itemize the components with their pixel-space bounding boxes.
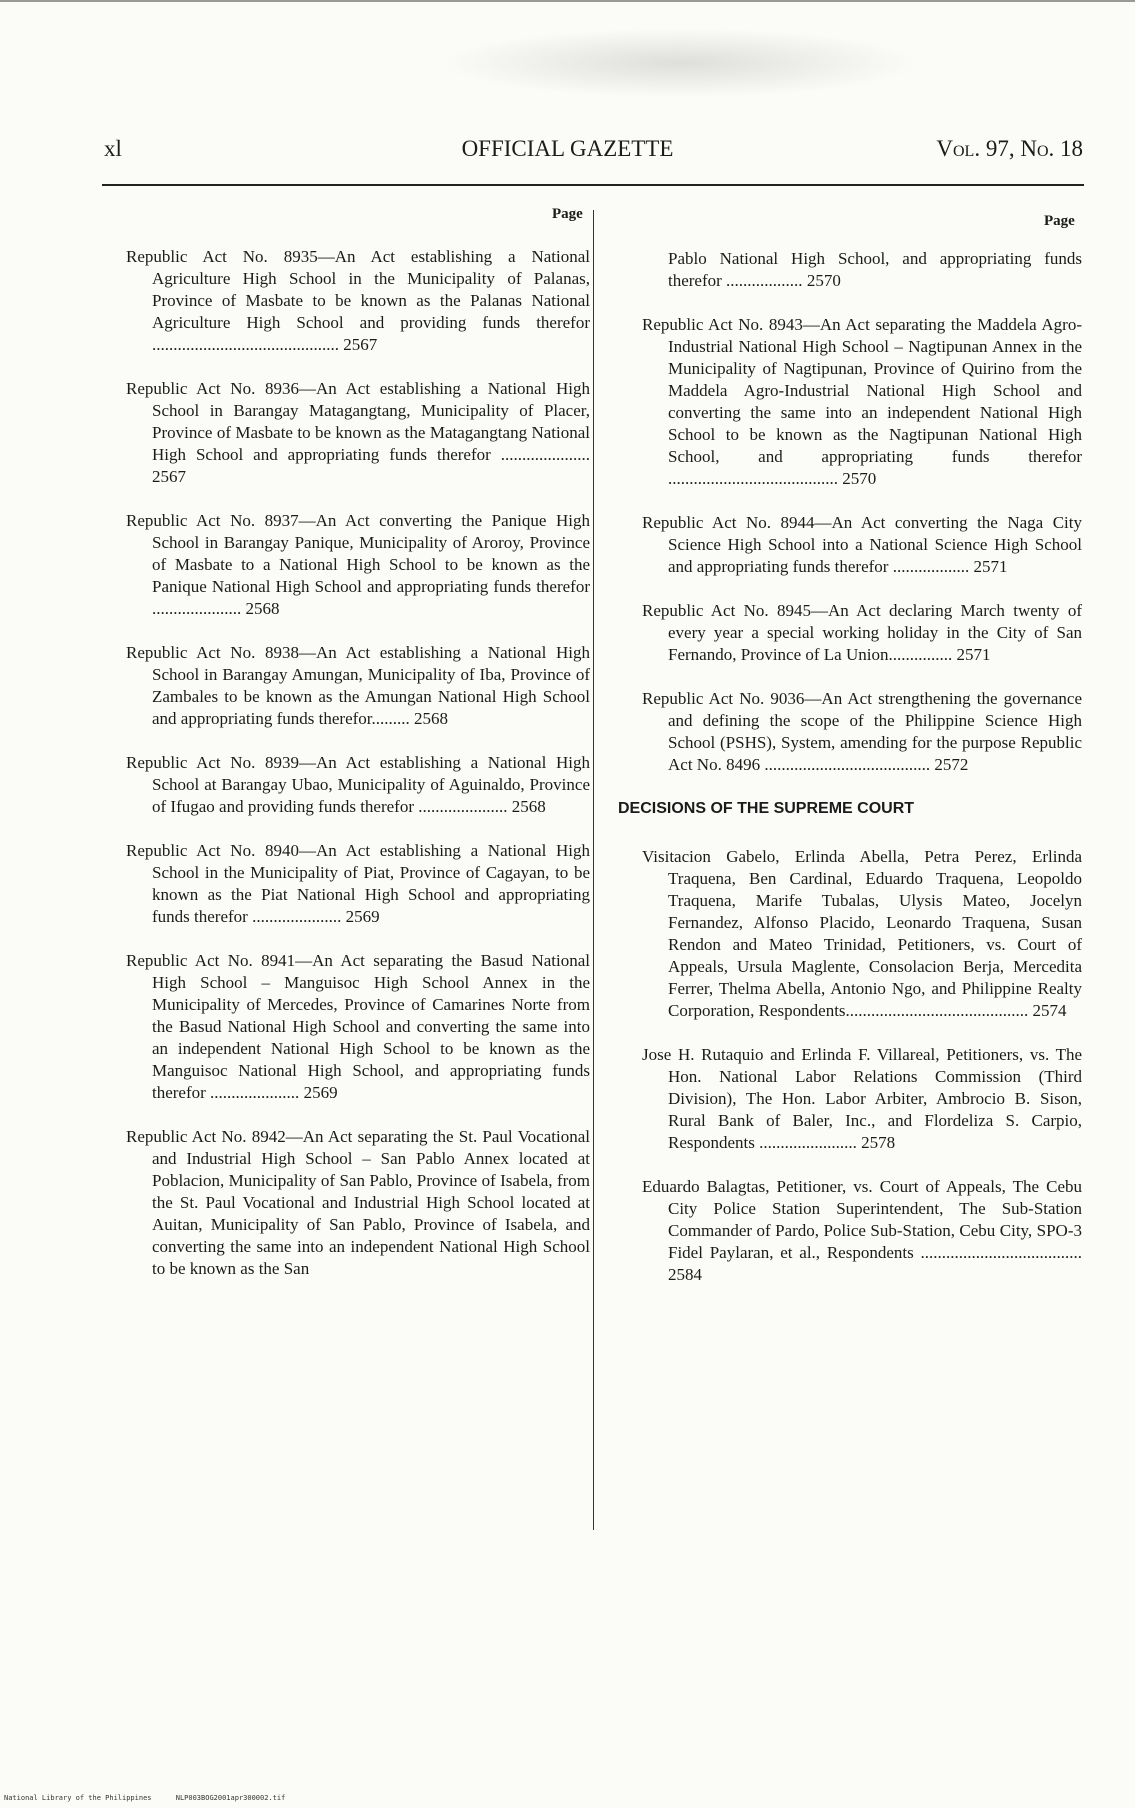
entry-page-number: 2571	[973, 557, 1008, 576]
entry-text: Republic Act No. 8939—An Act establishing a National High School at Barangay Ubao, Municipality of Aguinaldo, Province of Ifugao and providing funds therefor .....................	[126, 753, 590, 816]
page-column-label-left: Page	[552, 206, 583, 222]
entry-page-number: 2569	[345, 907, 380, 926]
page-number: xl	[104, 136, 122, 161]
toc-entry	[642, 248, 1082, 292]
entry-text: Republic Act No. 8944—An Act converting the Naga City Science High School into a National Science High School and appropriating funds therefor ..................	[642, 513, 1082, 576]
toc-entry	[642, 314, 1082, 490]
entry-text: Republic Act No. 8940—An Act establishing a National High School in the Municipality of Piat, Province of Cagayan, to be known as the Piat National High School and appropriating funds therefor .....................	[126, 841, 590, 926]
entry-page-number: 2578	[861, 1133, 896, 1152]
entry-page-number: 2567	[152, 467, 186, 486]
entry-text: Eduardo Balagtas, Petitioner, vs. Court of Appeals, The Cebu City Police Station Superintendent, The Sub-Station Commander of Pardo, Police Sub-Station, Cebu City, SPO-3 Fidel Paylaran, et al., Respondents ......................................	[642, 1177, 1082, 1262]
entry-text: Republic Act No. 9036—An Act strengthening the governance and defining the scope of the Philippine Science High School (PSHS), System, amending for the purpose Republic Act No. 8496 .......................................	[642, 689, 1082, 774]
library-credit: National Library of the Philippines	[4, 1794, 152, 1802]
entry-page-number: 2568	[245, 599, 280, 618]
entry-text: Republic Act No. 8935—An Act establishing a National Agriculture High School in the Municipality of Palanas, Province of Masbate to be known as the Palanas National Agriculture High School and providing funds therefor ............................................	[126, 247, 590, 354]
entry-page-number: 2570	[842, 469, 877, 488]
file-name: NLP003BOG2001apr300002.tif	[175, 1794, 286, 1802]
entry-text: Republic Act No. 8938—An Act establishing a National High School in Barangay Amungan, Municipality of Iba, Province of Zambales to be known as the Amungan National High School and appropriating funds therefor.........	[126, 643, 590, 728]
toc-entry	[642, 512, 1082, 578]
toc-entry	[642, 1044, 1082, 1154]
volume-issue: Vol. 97, No. 18	[936, 136, 1083, 161]
entry-text: Republic Act No. 8945—An Act declaring March twenty of every year a special working holiday in the City of San Fernando, Province of La Union...............	[642, 601, 1082, 664]
entry-text: Republic Act No. 8941—An Act separating the Basud National High School – Manguisoc High School Annex in the Municipality of Mercedes, Province of Camarines Norte from the Basud National High School and converting the same into an independent National High School to be known as the Manguisoc National High School, and appropriating funds therefor .....................	[126, 951, 590, 1102]
toc-entry	[126, 510, 590, 620]
entry-page-number: 2567	[343, 335, 378, 354]
toc-entry	[126, 642, 590, 730]
entry-text: Republic Act No. 8936—An Act establishing a National High School in Barangay Matagangtang, Municipality of Placer, Province of Masbate to be known as the Matagangtang National High School and appropriating funds therefor .....................	[126, 379, 590, 464]
entry-text: Republic Act No. 8943—An Act separating the Maddela Agro-Industrial National High School – Nagtipunan Annex in the Municipality of Nagtipunan, Province of Quirino from the Maddela Agro-Industrial National High School and converting the same into an independent National High School to be known as the Nagtipunan National High School, and appropriating funds therefor ........................................	[642, 315, 1082, 488]
toc-entry	[126, 752, 590, 818]
entry-page-number: 2570	[806, 271, 841, 290]
toc-entry	[126, 1126, 590, 1280]
entry-page-number: 2571	[956, 645, 991, 664]
toc-entry	[126, 246, 590, 356]
entry-page-number: 2584	[668, 1265, 702, 1284]
entry-text: Visitacion Gabelo, Erlinda Abella, Petra Perez, Erlinda Traquena, Ben Cardinal, Eduardo Traquena, Leopoldo Traquena, Marife Tubalas, Ulysis Mateo, Jocelyn Fernandez, Alfonso Placido, Leonardo Traquena, Susan Rendon and Mateo Trinidad, Petitioners, vs. Court of Appeals, Ursula Maglente, Consolacion Berja, Mercedita Ferrer, Thelma Abella, Antonio Ngo, and Philippine Realty Corporation, Respondents...........................................	[642, 847, 1082, 1020]
toc-entry	[126, 950, 590, 1104]
toc-entry	[642, 846, 1082, 1022]
toc-entry	[642, 1176, 1082, 1286]
toc-entry	[642, 688, 1082, 776]
entry-text: Republic Act No. 8942—An Act separating the St. Paul Vocational and Industrial High School – San Pablo Annex located at Poblacion, Municipality of San Pablo, Province of Isabela, from the St. Paul Vocational and Industrial High School located at Auitan, Municipality of San Pablo, Province of Isabela, and converting the same into an independent National High School to be known as the San	[126, 1127, 590, 1278]
top-edge-line	[0, 0, 1135, 2]
page-column-label-right: Page	[1044, 213, 1075, 229]
entry-page-number: 2568	[511, 797, 546, 816]
entry-text: Jose H. Rutaquio and Erlinda F. Villareal, Petitioners, vs. The Hon. National Labor Relations Commission (Third Division), The Hon. Labor Arbiter, Ambrocio B. Sison, Rural Bank of Baler, Inc., and Flordeliza S. Carpio, Respondents .......................	[642, 1045, 1082, 1152]
left-column	[126, 246, 590, 1302]
header-rule	[102, 184, 1084, 186]
entry-text: Republic Act No. 8937—An Act converting the Panique High School in Barangay Panique, Municipality of Aroroy, Province of Masbate to a National High School to be known as the Panique National High School and appropriating funds therefor .....................	[126, 511, 590, 618]
scan-footer	[4, 1794, 305, 1802]
entry-page-number: 2569	[303, 1083, 338, 1102]
entry-page-number: 2574	[1032, 1001, 1067, 1020]
toc-entry	[642, 600, 1082, 666]
section-heading: DECISIONS OF THE SUPREME COURT	[618, 800, 915, 817]
toc-entry	[126, 378, 590, 488]
scan-smudge	[440, 28, 920, 98]
toc-entry	[126, 840, 590, 928]
entry-page-number: 2572	[934, 755, 969, 774]
entry-page-number: 2568	[414, 709, 449, 728]
column-divider	[593, 210, 594, 1530]
publication-title: OFFICIAL GAZETTE	[461, 136, 674, 161]
right-column	[618, 248, 1082, 1308]
entry-text: Pablo National High School, and appropriating funds therefor ..................	[668, 249, 1082, 290]
